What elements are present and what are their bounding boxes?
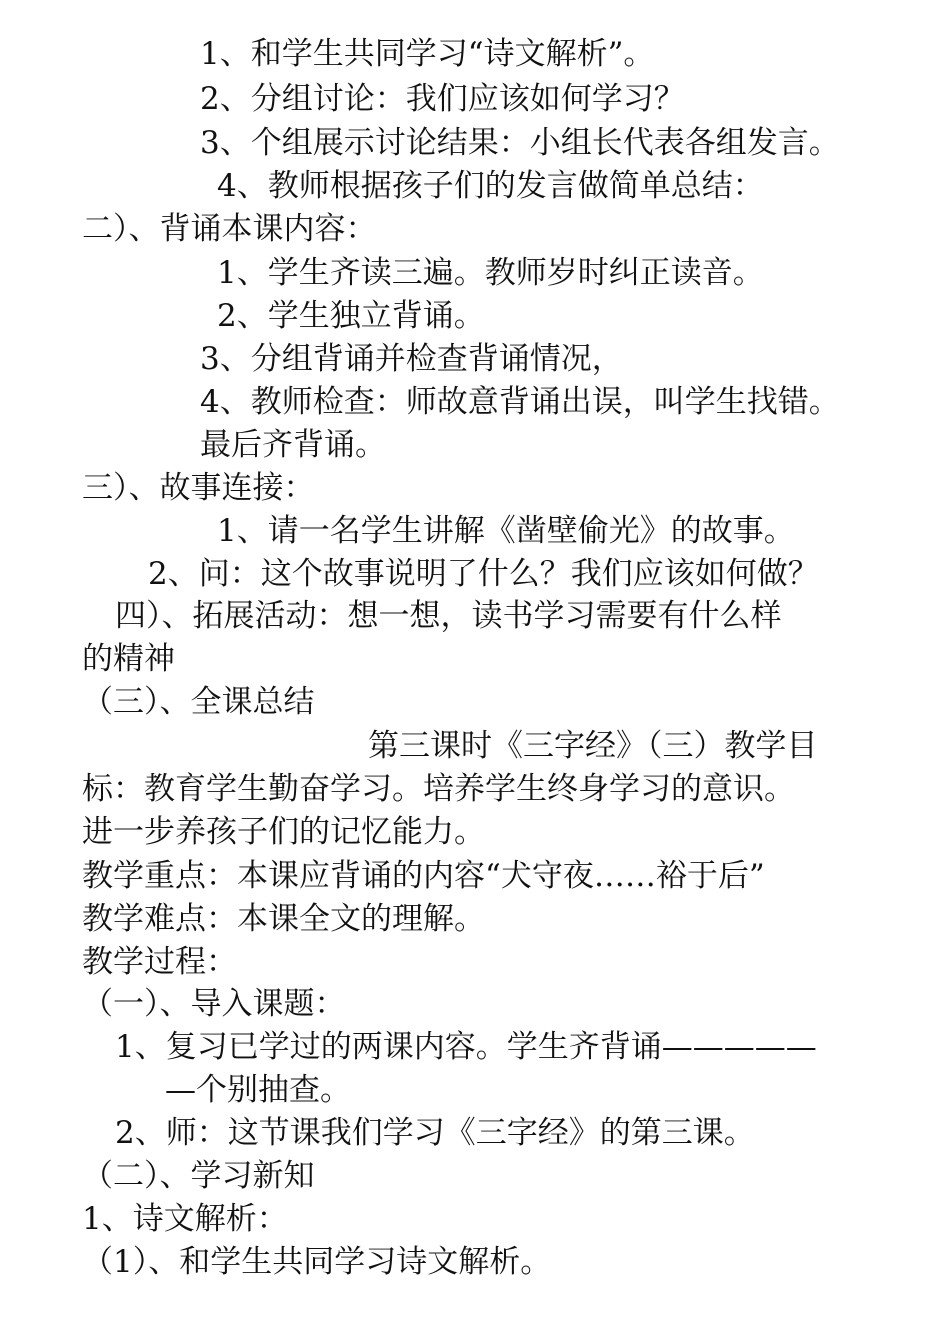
text-line-15: 的精神 <box>82 641 175 677</box>
section-heading-summary: （三）、全课总结 <box>82 684 315 720</box>
lesson-title: 第三课时《三字经》（三）教学目 <box>368 728 818 764</box>
text-line-3: 3、个组展示讨论结果：小组长代表各组发言。 <box>200 125 840 161</box>
text-line-24: 1、复习已学过的两课内容。学生齐背诵————— <box>115 1029 817 1065</box>
section-heading-recite: 二）、背诵本课内容： <box>82 211 377 247</box>
text-line-2: 2、分组讨论：我们应该如何学习？ <box>200 81 685 117</box>
text-line-7: 2、学生独立背诵。 <box>217 298 485 334</box>
text-line-28: 1、诗文解析： <box>82 1201 288 1237</box>
text-line-9: 4、教师检查：师故意背诵出误，叫学生找错。 <box>200 384 840 420</box>
text-line-8: 3、分组背诵并检查背诵情况， <box>200 341 623 377</box>
text-line-19: 进一步养孩子们的记忆能力。 <box>82 814 485 850</box>
text-line-18: 标：教育学生勤奋学习。培养学生终身学习的意识。 <box>82 771 795 807</box>
section-heading-intro: （一）、导入课题： <box>82 986 346 1022</box>
text-line-6: 1、学生齐读三遍。教师岁时纠正读音。 <box>217 255 764 291</box>
text-line-1: 1、和学生共同学习“诗文解析”。 <box>200 36 655 72</box>
section-heading-extension: 四）、拓展活动：想一想，读书学习需要有什么样 <box>115 598 782 634</box>
text-line-26: 2、师：这节课我们学习《三字经》的第三课。 <box>115 1115 755 1151</box>
section-heading-story: 三）、故事连接： <box>82 470 315 506</box>
text-line-12: 1、请一名学生讲解《凿壁偷光》的故事。 <box>217 513 795 549</box>
section-heading-new: （二）、学习新知 <box>82 1158 315 1194</box>
text-line-22: 教学过程： <box>82 944 237 980</box>
text-line-29: （1）、和学生共同学习诗文解析。 <box>82 1244 552 1280</box>
text-line-10: 最后齐背诵。 <box>200 427 386 463</box>
text-line-20: 教学重点：本课应背诵的内容“犬守夜……裕于后” <box>82 858 765 894</box>
text-line-13: 2、问：这个故事说明了什么？我们应该如何做？ <box>148 556 819 592</box>
text-line-4: 4、教师根据孩子们的发言做简单总结： <box>217 168 764 204</box>
text-line-25: —个别抽查。 <box>165 1072 351 1108</box>
text-line-21: 教学难点：本课全文的理解。 <box>82 901 485 937</box>
